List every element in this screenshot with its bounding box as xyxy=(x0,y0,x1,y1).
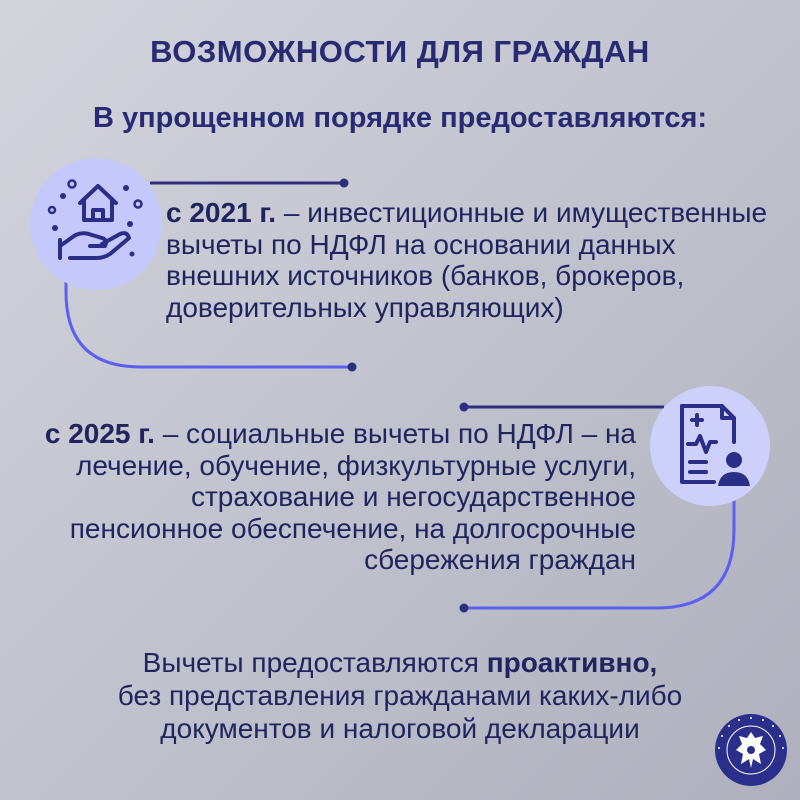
year-label: с 2021 г. xyxy=(166,197,277,228)
footer-line1-bold: проактивно, xyxy=(486,647,658,678)
medical-report-icon xyxy=(650,386,770,506)
connector-dot xyxy=(348,363,357,372)
deduction-text: – социальные вычеты по НДФЛ – на лечение, обучение, физкультурные услуги, страхование и негосударственное пенсионное обеспечение, на долгосрочные сбережения граждан xyxy=(69,418,636,575)
deduction-item-2021 xyxy=(166,197,786,323)
deduction-item-2025 xyxy=(40,418,636,576)
deduction-text: – инвестиционные и имущественные вычеты по НДФЛ на основании данных внешних источников (банков, брокеров, доверительных управляющих) xyxy=(166,197,768,323)
page-subtitle: В упрощенном порядке предоставляются: xyxy=(92,102,708,134)
footer-note xyxy=(0,646,800,745)
year-label: с 2025 г. xyxy=(44,418,155,449)
hand-house-icon xyxy=(30,158,162,290)
medical-report-icon-circle xyxy=(650,386,770,506)
footer-line2-text: без представления гражданами каких-либо xyxy=(117,680,683,711)
page-title: ВОЗМОЖНОСТИ ДЛЯ ГРАЖДАН xyxy=(150,34,650,69)
footer-line1-text: Вычеты предоставляются xyxy=(142,647,487,678)
fns-emblem-logo xyxy=(713,712,789,788)
connector-dot xyxy=(460,403,469,412)
hand-house-icon-circle xyxy=(30,158,162,290)
connector-dot xyxy=(460,604,469,613)
connector-dot xyxy=(340,179,349,188)
footer-line3-text: документов и налоговой декларации xyxy=(160,713,640,744)
